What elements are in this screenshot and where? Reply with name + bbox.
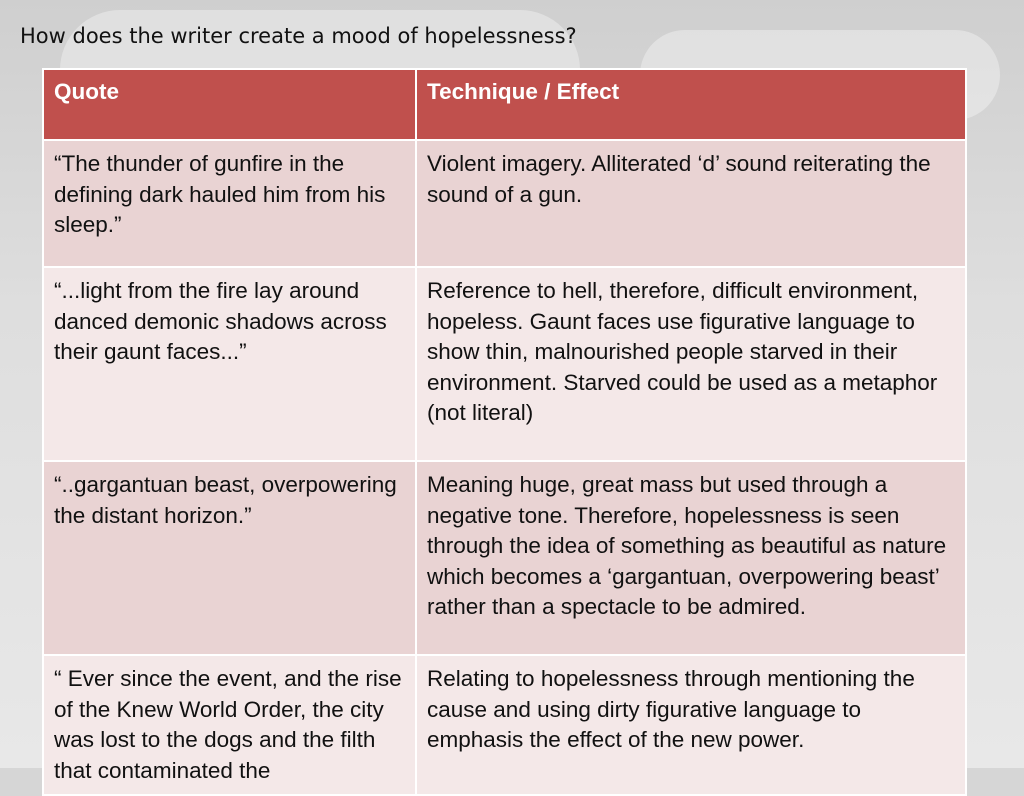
quote-cell: “The thunder of gunfire in the defining dark hauled him from his sleep.” [43,140,416,267]
quote-cell: “...light from the fire lay around danced demonic shadows across their gaunt faces...” [43,267,416,461]
table-row [43,461,966,655]
header-technique-effect: Technique / Effect [416,69,966,140]
table-row [43,140,966,267]
effect-cell: Meaning huge, great mass but used through a negative tone. Therefore, hopelessness is seen through the idea of something as beautiful as nature which becomes a ‘gargantuan, overpowering beast’ rather than a spectacle to be admired. [416,461,966,655]
quote-cell: “..gargantuan beast, overpowering the distant horizon.” [43,461,416,655]
header-quote: Quote [43,69,416,140]
quote-analysis-table [42,68,967,796]
effect-cell: Reference to hell, therefore, difficult environment, hopeless. Gaunt faces use figurative language to show thin, malnourished people starved in their environment. Starved could be used as a metaphor (not literal) [416,267,966,461]
slide-title: How does the writer create a mood of hopelessness? [20,24,577,48]
table-header-row [43,69,966,140]
table-row [43,267,966,461]
table-row [43,655,966,795]
effect-cell: Relating to hopelessness through mentioning the cause and using dirty figurative language to emphasis the effect of the new power. [416,655,966,795]
quote-cell: “ Ever since the event, and the rise of the Knew World Order, the city was lost to the dogs and the filth that contaminated the [43,655,416,795]
effect-cell: Violent imagery. Alliterated ‘d’ sound reiterating the sound of a gun. [416,140,966,267]
